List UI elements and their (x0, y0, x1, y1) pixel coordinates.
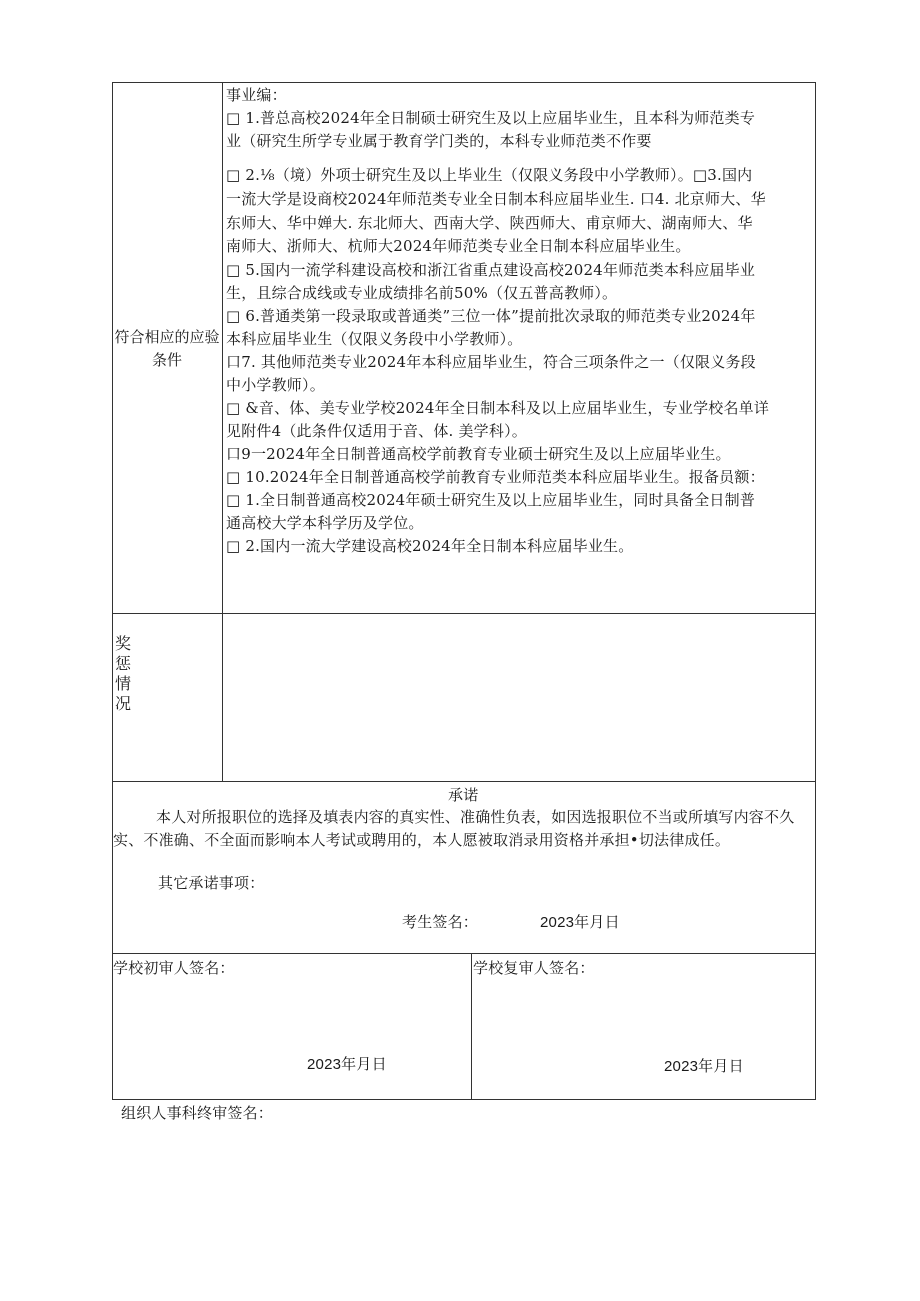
condition-line: 事业编： (226, 86, 287, 104)
awards-value-cell[interactable] (223, 614, 815, 781)
condition-line: 中小学教师）。 (226, 376, 325, 394)
candidate-signature-label: 考生签名： (402, 913, 479, 931)
awards-label-char: 惩 (115, 654, 132, 673)
condition-line: □ 6.普通类第一段录取或普通类”三位一体”提前批次录取的师范类专业2024年 (226, 307, 756, 325)
condition-line: 见附件4（此条件仅适用于音、体. 美学科）。 (226, 422, 527, 440)
condition-line: □ 2.⅛（境）外项士研究生及以上毕业生（仅限义务段中小学教师）。□3.国内 (226, 166, 753, 184)
condition-line: □ &音、体、美专业学校2024年全日制本科及以上应届毕业生，专业学校名单详 (226, 399, 770, 417)
second-review-date: 2023年月日 (664, 1058, 744, 1075)
first-review-date: 2023年月日 (307, 1056, 387, 1073)
awards-label-char: 情 (115, 674, 132, 693)
condition-line: □ 1.普总高校2024年全日制硕士研究生及以上应届毕业生，且本科为师范类专 (226, 109, 756, 127)
awards-label-char: 奖 (115, 634, 132, 653)
condition-line: □ 5.国内一流学科建设高校和浙江省重点建设高校2024年师范类本科应届毕业 (226, 261, 756, 279)
condition-line: 本科应届毕业生（仅限义务段中小学教师）。 (226, 330, 523, 348)
condition-line: 通高校大学本科学历及学位。 (226, 514, 424, 532)
table-border-top (112, 82, 816, 83)
second-review-label: 学校复审人签名： (473, 959, 595, 977)
condition-line: 一流大学是设商校2024年师范类专业全日制本科应届毕业生. 口4. 北京师大、华 (226, 190, 766, 208)
final-review-label: 组织人事科终审签名： (121, 1104, 274, 1122)
condition-line: 生，且综合成线或专业成绩排名前50%（仅五普高教师）。 (226, 284, 618, 302)
table-border-left (112, 82, 113, 1100)
condition-line: 南师大、浙师大、杭师大2024年师范类专业全日制本科应届毕业生。 (226, 237, 691, 255)
first-review-label: 学校初审人签名： (113, 959, 235, 977)
table-border-bottom (112, 1099, 816, 1100)
pledge-body: 本人对所报职位的选择及填表内容的真实性、准确性负表，如因选报职位不当或所填写内容不久实、不准确、不全面而影响本人考试或聘用的，本人愿被取消录用资格并承担•切法律成任。 (113, 808, 795, 849)
review-column-divider (471, 953, 472, 1100)
condition-line: □ 2.国内一流大学建设高校2024年全日制本科应届毕业生。 (226, 537, 634, 555)
awards-label-char: 况 (115, 694, 132, 713)
conditions-label: 符合相应的应验条件 (114, 328, 220, 369)
condition-line: 口7. 其他师范类专业2024年本科应届毕业生，符合三项条件之一（仅限义务段 (226, 353, 756, 371)
row-divider-pledge (112, 781, 816, 782)
pledge-title: 承诺 (448, 786, 479, 804)
condition-line: □ 1.全日制普通高校2024年硕士研究生及以上应届毕业生，同时具备全日制普 (226, 491, 756, 509)
condition-line: □ 10.2024年全日制普通高校学前教育专业师范类本科应届毕业生。报备员额： (226, 468, 765, 486)
condition-line: 口9一2024年全日制普通高校学前教育专业硕士研究生及以上应届毕业生。 (226, 445, 731, 463)
table-border-right (815, 82, 816, 1100)
condition-line: 东师大、华中婵大. 东北师大、西南大学、陕西师大、甫京师大、湖南师大、华 (226, 214, 753, 232)
condition-line: 业（研究生所学专业属于教育学门类的，本科专业师范类不作要 (226, 132, 652, 150)
row-divider-review (112, 953, 816, 954)
candidate-signature-date: 2023年月日 (540, 914, 620, 931)
pledge-other-label: 其它承诺事项： (158, 874, 265, 892)
